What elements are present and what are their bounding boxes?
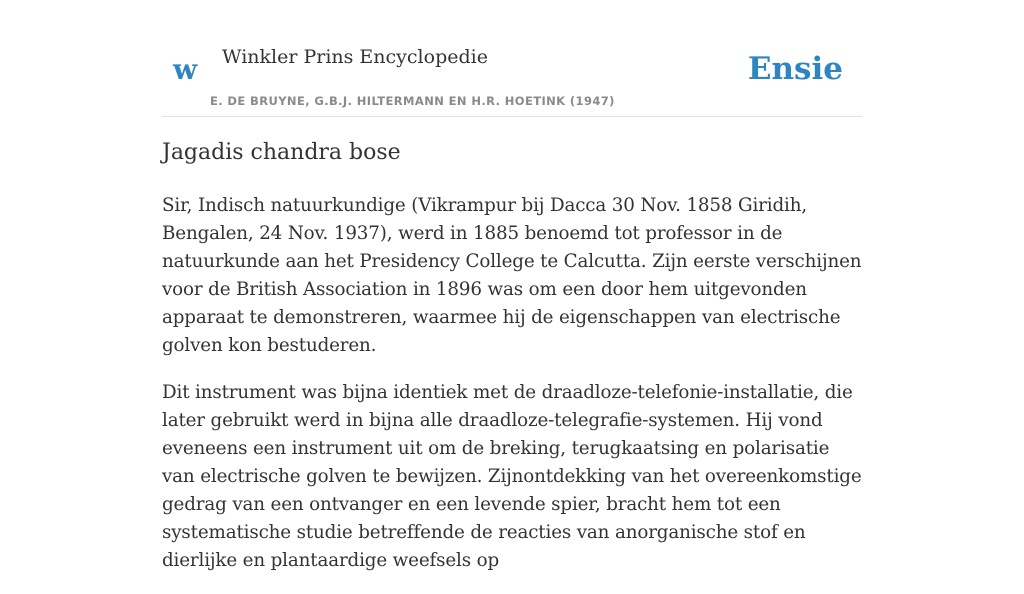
- source-header: [162, 0, 862, 117]
- source-logo[interactable]: w: [173, 53, 198, 86]
- entry-paragraph-2: Dit instrument was bijna identiek met de draadloze-telefonie-installatie, die later gebruikt werd in bijna alle draadloze-telegrafie-systemen. Hij vond eveneens een instrument uit om de breking, terugkaatsing en polarisatie van electrische golven te bewijzen. Zijnontdekking van het overeenkomstige gedrag van een ontvanger en een levende spier, bracht hem tot een systematische studie betreffende de reacties van anorganische stof en dierlijke en plantaardige weefsels op: [162, 382, 862, 571]
- source-authors: E. DE BRUYNE, G.B.J. HILTERMANN EN H.R. HOETINK (1947): [210, 94, 615, 108]
- brand-logo[interactable]: Ensie: [747, 51, 843, 87]
- page-container: [162, 0, 862, 571]
- source-title[interactable]: Winkler Prins Encyclopedie: [222, 46, 488, 68]
- entry-paragraph-1: Sir, Indisch natuurkundige (Vikrampur bij Dacca 30 Nov. 1858 Giridih, Bengalen, 24 Nov. 1937), werd in 1885 benoemd tot professor in de natuurkunde aan het Presidency College te Calcutta. Zijn eerste verschijnen voor de British Association in 1896 was om een door hem uitgevonden apparaat te demonstreren, waarmee hij de eigenschappen van electrische golven kon bestuderen.: [162, 195, 862, 356]
- entry-title: Jagadis chandra bose: [162, 140, 401, 165]
- entry-content: [162, 192, 867, 594]
